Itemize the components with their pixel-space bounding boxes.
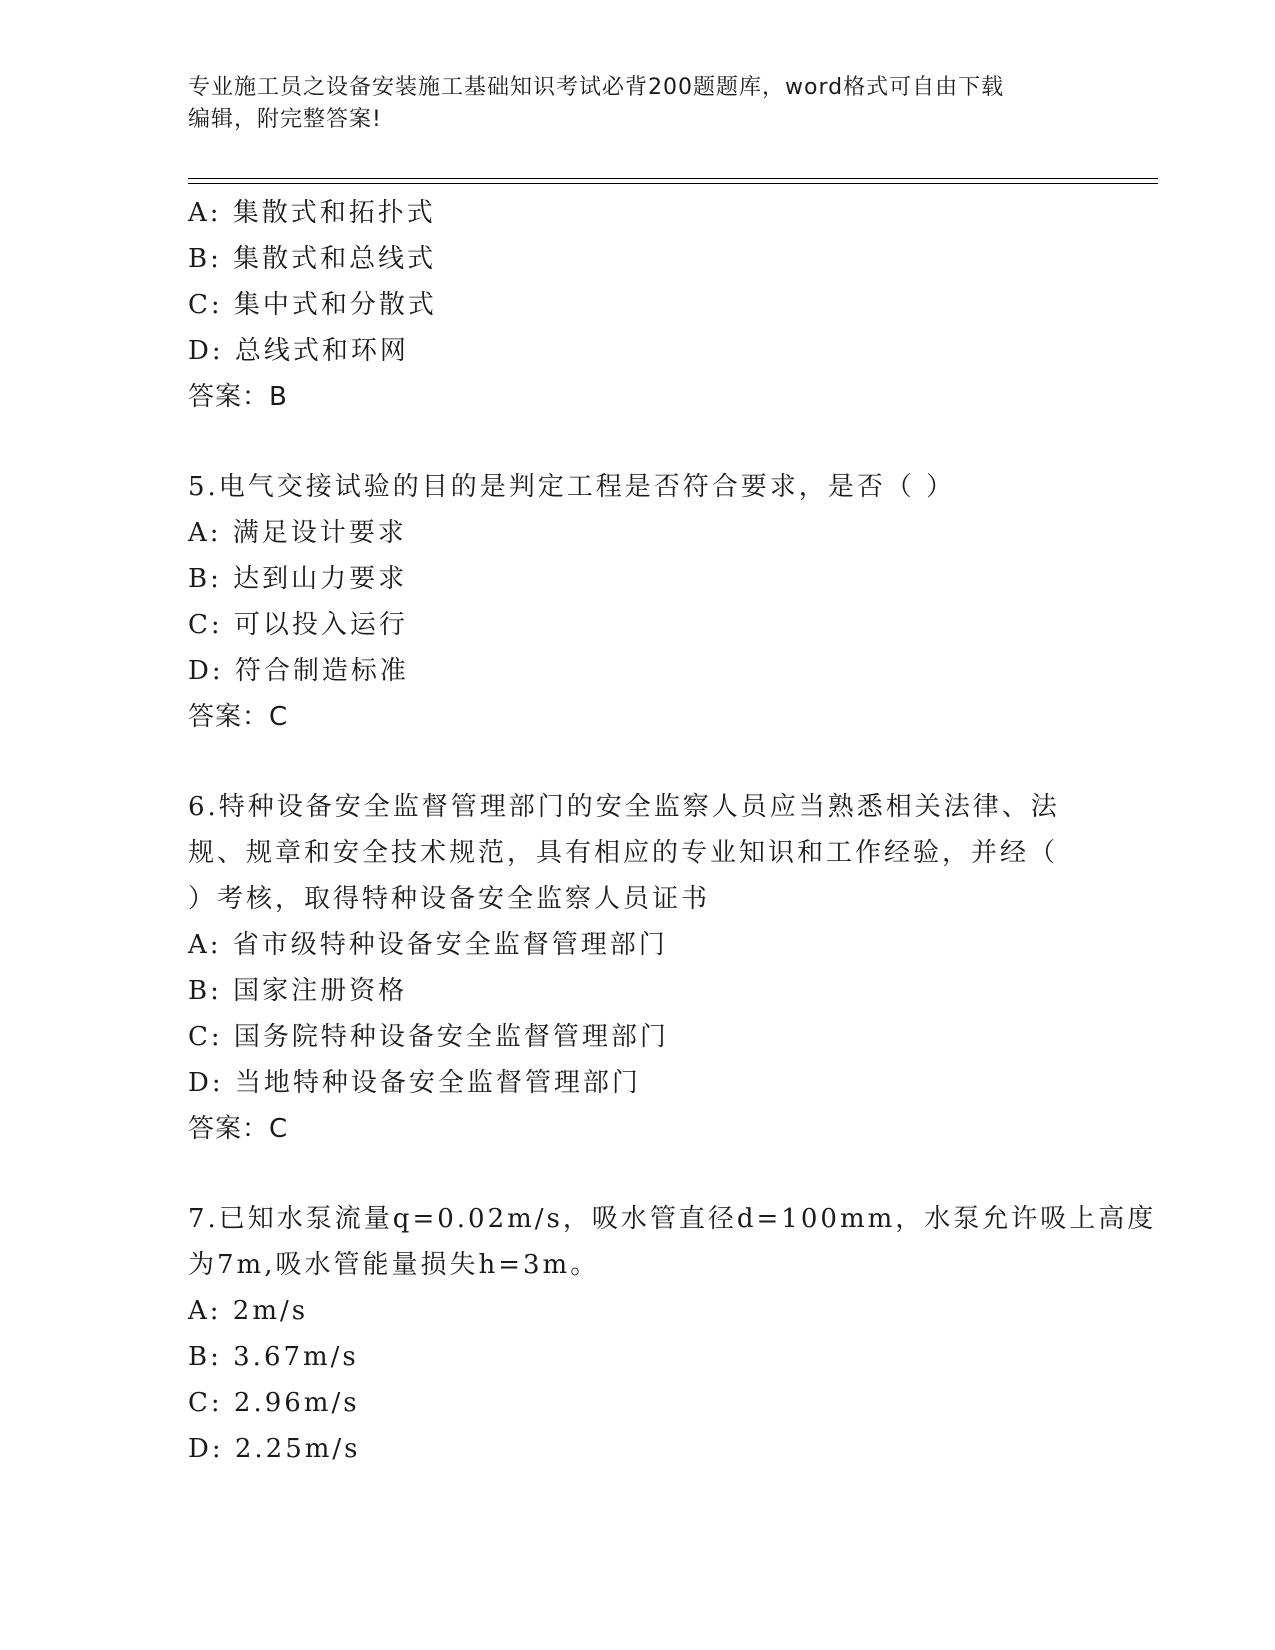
- option-a: A: 集散式和拓扑式: [188, 198, 436, 228]
- question-7: [188, 1196, 1157, 1472]
- option-d: D: 2.25m/s: [188, 1434, 361, 1464]
- question-list: [188, 190, 1157, 1472]
- question-6: [188, 784, 1088, 1152]
- option-b: B: 3.67m/s: [188, 1342, 359, 1372]
- question-text-line-2: 规、规章和安全技术规范，具有相应的专业知识和工作经验，并经（: [188, 838, 1059, 868]
- document-header: [188, 72, 1068, 136]
- option-b: B: 国家注册资格: [188, 976, 408, 1006]
- answer: 答案：C: [188, 1114, 289, 1144]
- option-a: A: 2m/s: [188, 1296, 309, 1326]
- option-d: D: 符合制造标准: [188, 656, 409, 686]
- option-c: C: 国务院特种设备安全监督管理部门: [188, 1022, 669, 1052]
- option-c: C: 2.96m/s: [188, 1388, 360, 1418]
- question-text-line-1: 6.特种设备安全监督管理部门的安全监察人员应当熟悉相关法律、法: [188, 792, 1060, 822]
- option-b: B: 集散式和总线式: [188, 244, 437, 274]
- answer: 答案：B: [188, 382, 288, 412]
- question-text-line-3: ）考核，取得特种设备安全监察人员证书: [188, 884, 711, 914]
- question-text-line-2: 为7m,吸水管能量损失h=3m。: [188, 1250, 600, 1280]
- question-text-line-1: 7.已知水泵流量q=0.02m/s，吸水管直径d=100mm，水泵允许吸上高度: [188, 1204, 1157, 1234]
- option-d: D: 当地特种设备安全监督管理部门: [188, 1068, 641, 1098]
- option-a: A: 满足设计要求: [188, 518, 407, 548]
- answer: 答案：C: [188, 702, 289, 732]
- question-5: [188, 464, 1088, 740]
- option-a: A: 省市级特种设备安全监督管理部门: [188, 930, 668, 960]
- question-4: [188, 190, 1088, 420]
- question-text: 5.电气交接试验的目的是判定工程是否符合要求，是否（ ）: [188, 472, 956, 502]
- option-b: B: 达到山力要求: [188, 564, 408, 594]
- option-c: C: 可以投入运行: [188, 610, 408, 640]
- option-d: D: 总线式和环网: [188, 336, 409, 366]
- option-c: C: 集中式和分散式: [188, 290, 437, 320]
- header-title-line-1: 专业施工员之设备安装施工基础知识考试必背200题题库，word格式可自由下载: [188, 75, 1005, 100]
- header-divider: [188, 178, 1158, 184]
- header-title-line-2: 编辑，附完整答案!: [188, 107, 382, 132]
